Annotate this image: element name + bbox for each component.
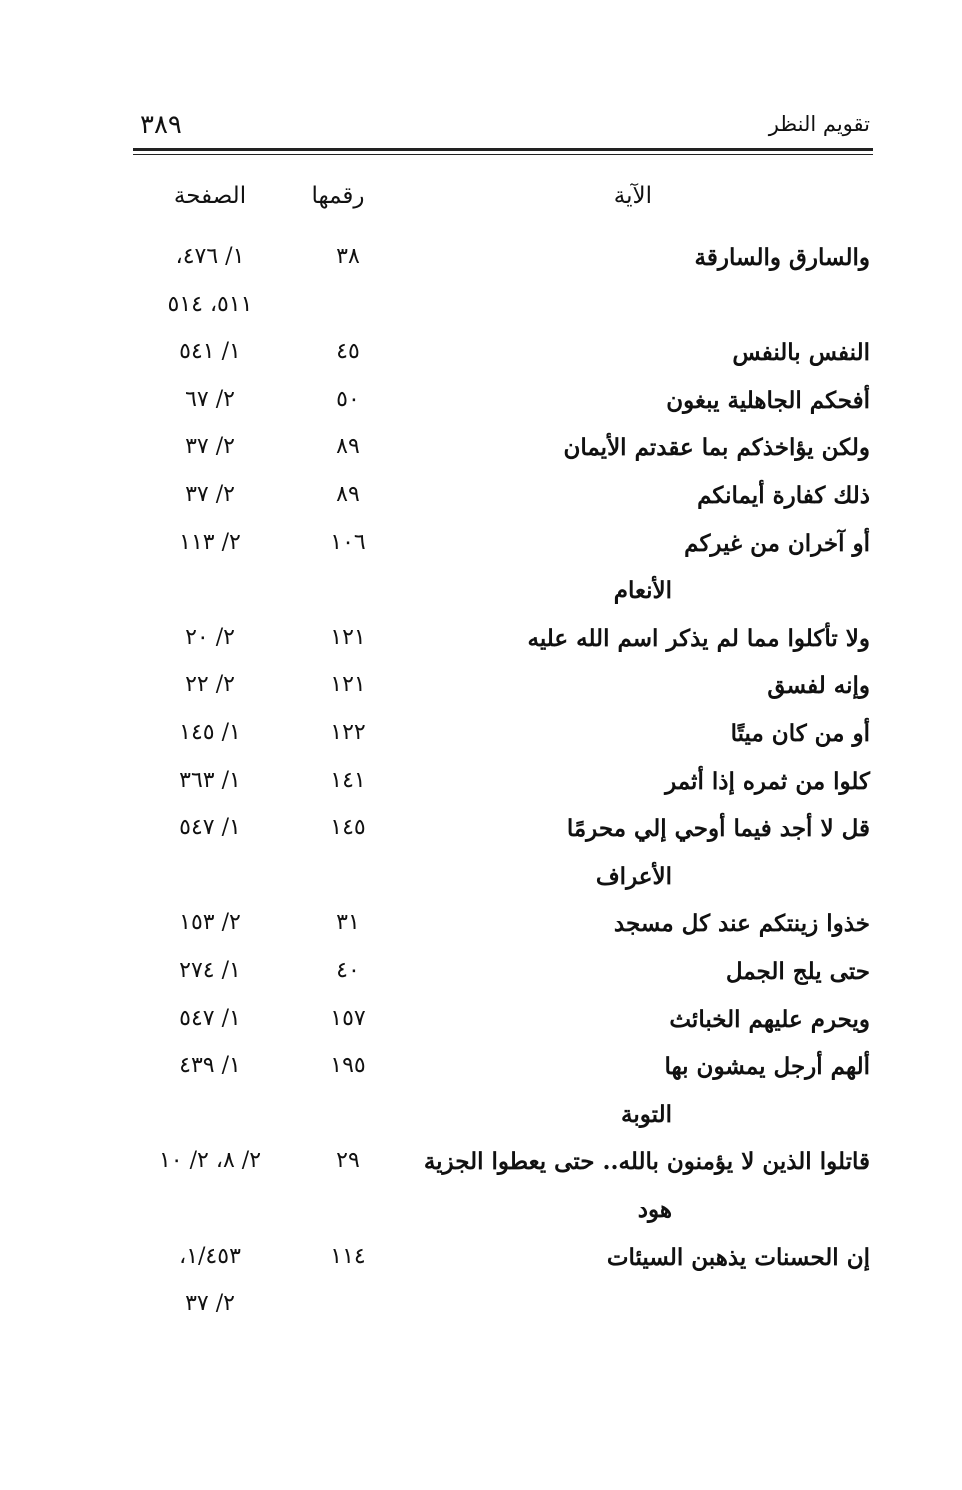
ayah-text: ويحرم عليهم الخبائث [669,1005,870,1033]
page-reference: ٢/ ٦٧ [185,386,235,412]
surah-name: التوبة [621,1100,672,1128]
ayah-number: ١٤٥ [330,815,366,841]
table-row [0,482,962,530]
page-reference: ١/ ٣٦٣ [179,767,241,793]
page-reference: ١/ ٤٧٦، [175,244,245,269]
page-number: ٣٨٩ [140,110,182,140]
surah-name: هود [637,1196,672,1223]
header-rule-thick [133,148,873,151]
ayah-text: أو من كان ميتًا [730,720,870,747]
ayah-number: ٤٥ [336,339,360,365]
ayah-text: ألهم أرجل يمشون بها [664,1053,870,1081]
ayah-number: ١٠٦ [330,529,366,555]
ayah-number: ٣٨ [336,244,360,269]
table-row [0,339,962,387]
page-reference: ٢/ ٨، ٢/ ١٠ [158,1148,262,1174]
ayah-text: وإنه لفسق [767,672,870,700]
ayah-number: ١٢١ [330,624,366,650]
ayah-number: ١٥٧ [330,1005,366,1031]
table-row [0,910,962,958]
table-row [0,530,962,578]
page-reference: ١/ ٥٤٧ [179,815,241,841]
page-reference: ٢/ ٢٠ [185,624,235,650]
header-rule-thin [133,154,873,155]
surah-heading [0,1196,962,1244]
ayah-number: ١٩٥ [330,1053,366,1079]
table-row [0,244,962,292]
table-row [0,672,962,720]
ayah-number: ٣١ [336,910,360,936]
page-reference: ٢/ ١٥٣ [179,910,241,936]
table-row [0,1291,962,1339]
table-row [0,434,962,482]
ayah-text: أفحكم الجاهلية يبغون [666,386,870,414]
ayah-text: حتى يلج الجمل [725,958,870,985]
ayah-text: ولا تأكلوا مما لم يذكر اسم الله عليه [527,624,870,652]
page-reference: ٢/ ٣٧ [185,434,235,460]
page-reference: ٢/ ١١٣ [179,529,241,555]
ayah-text: قاتلوا الذين لا يؤمنون بالله.. حتى يعطوا الجزية [423,1148,870,1176]
ayah-number: ٨٩ [336,434,360,460]
ayah-number: ١٢٢ [330,720,366,745]
ayah-text: والسارق والسارقة [694,244,870,271]
table-row [0,1244,962,1292]
page-reference: ٢/ ٢٢ [185,672,235,698]
ayah-number: ٨٩ [336,482,360,507]
ayah-text: كلوا من ثمره إذا أثمر [665,767,870,795]
ayah-number: ٥٠ [336,386,360,412]
column-header-number: رقمها [311,183,365,209]
page-reference: ١/٤٥٣، [179,1243,241,1269]
surah-name: الأعراف [595,862,672,890]
page-reference: ١/ ٤٣٩ [179,1053,241,1079]
table-row [0,1148,962,1196]
ayah-number: ٢٩ [336,1148,360,1174]
surah-heading [0,577,962,625]
table-row [0,292,962,340]
ayah-text: قل لا أجد فيما أوحي إلي محرمًا [566,815,870,843]
ayah-text: ولكن يؤاخذكم بما عقدتم الأيمان [563,434,870,462]
page-reference: ٢/ ٣٧ [185,1291,235,1317]
table-row [0,625,962,673]
ayah-number: ١٤١ [330,767,366,793]
table-row [0,1006,962,1054]
ayah-number: ١١٤ [330,1243,366,1269]
table-row [0,768,962,816]
surah-heading [0,1101,962,1149]
table-row [0,387,962,435]
table-row [0,958,962,1006]
page-reference: ١/ ١٤٥ [179,720,241,745]
table-row [0,1053,962,1101]
ayah-number: ١٢١ [330,672,366,698]
column-header-page: الصفحة [173,183,247,209]
ayah-text: إن الحسنات يذهبن السيئات [606,1243,870,1271]
ayah-text: النفس بالنفس [732,339,870,367]
running-header-title: تقويم النظر [768,112,870,136]
page-reference: ٢/ ٣٧ [185,482,235,507]
surah-heading [0,863,962,911]
ayah-text: ذلك كفارة أيمانكم [697,482,870,509]
page-reference: ١/ ٢٧٤ [179,958,241,983]
ayah-text: أو آخران من غيركم [684,529,870,557]
page-reference: ١/ ٥٤٧ [179,1005,241,1031]
ayah-number: ٤٠ [336,958,360,983]
column-header-ayah: الآية [613,183,652,209]
table-row [0,815,962,863]
ayah-text: خذوا زينتكم عند كل مسجد [613,910,870,938]
table-row [0,720,962,768]
page-reference: ٥١١، ٥١٤ [167,291,253,317]
surah-name: الأنعام [613,577,672,605]
page-reference: ١/ ٥٤١ [179,339,241,365]
